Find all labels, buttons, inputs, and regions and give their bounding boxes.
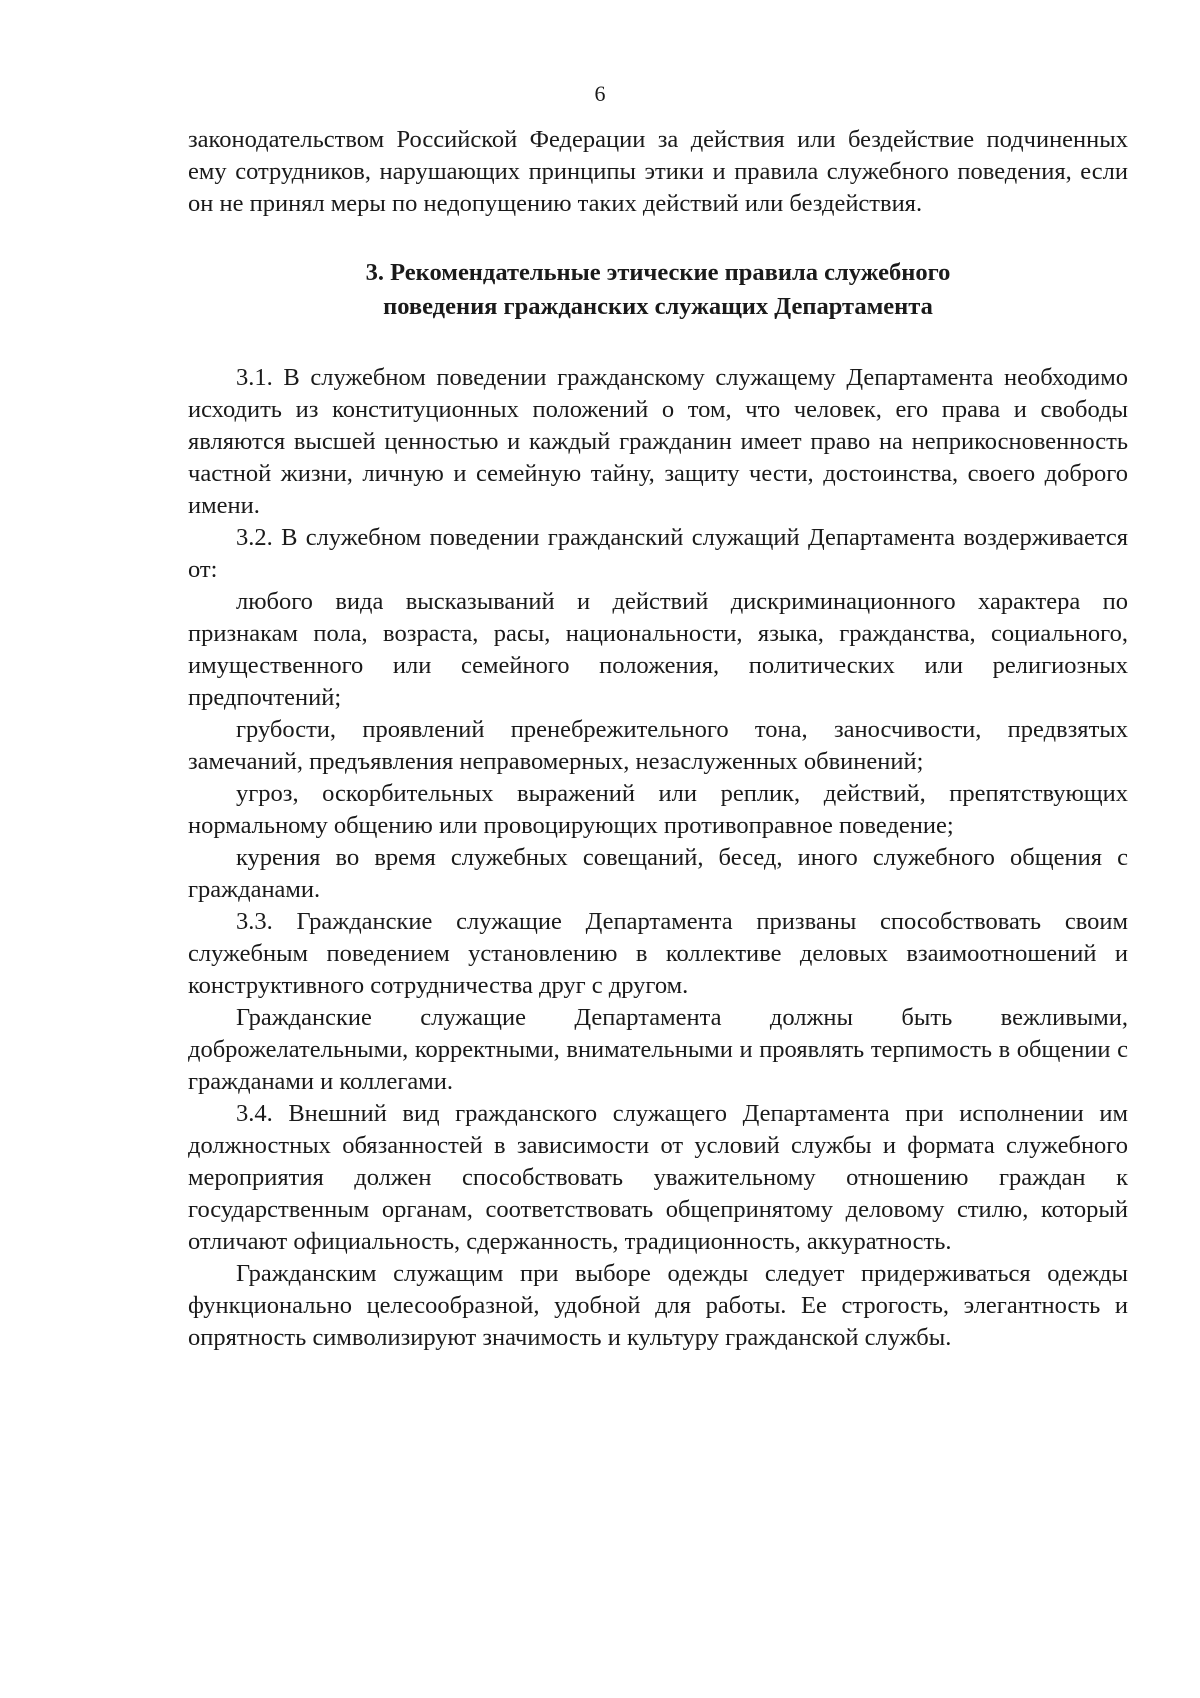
paragraph-3-2: 3.2. В служебном поведении гражданский служащий Департамента воздерживается от: [188, 524, 1128, 583]
document-body [188, 124, 1128, 1354]
paragraph-3-4: 3.4. Внешний вид гражданского служащего Департамента при исполнении им должностных обязанностей в зависимости от условий службы и формата служебного мероприятия должен способствовать уважительному отношению граждан к государственным органам, соответствовать общепринятому деловому стилю, который отличают официальность, сдержанность, традиционность, аккуратность. [188, 1100, 1128, 1255]
paragraph-politeness: Гражданские служащие Департамента должны быть вежливыми, доброжелательными, корректными, внимательными и проявлять терпимость в общении с гражданами и коллегами. [188, 1004, 1128, 1095]
paragraph-3-3: 3.3. Гражданские служащие Департамента призваны способствовать своим служебным поведением установлению в коллективе деловых взаимоотношений и конструктивного сотрудничества друг с другом. [188, 908, 1128, 999]
section-title-line-2: поведения гражданских служащих Департамента [383, 293, 933, 320]
paragraph-3-1: 3.1. В служебном поведении гражданскому служащему Департамента необходимо исходить из конституционных положений о том, что человек, его права и свободы являются высшей ценностью и каждый гражданин имеет право на неприкосновенность частной жизни, личную и семейную тайну, защиту чести, достоинства, своего доброго имени. [188, 364, 1128, 519]
section-title [188, 256, 1128, 324]
paragraph-clothing: Гражданским служащим при выборе одежды следует придерживаться одежды функционально целесообразной, удобной для работы. Ее строгость, элегантность и опрятность символизируют значимость и культуру гражданской службы. [188, 1260, 1128, 1351]
intro-paragraph: законодательством Российской Федерации за действия или бездействие подчиненных ему сотрудников, нарушающих принципы этики и правила служебного поведения, если он не принял меры по недопущению таких действий или бездействия. [188, 126, 1128, 217]
list-item-discrimination: любого вида высказываний и действий дискриминационного характера по признакам пола, возраста, расы, национальности, языка, гражданства, социального, имущественного или семейного положения, политических или религиозных предпочтений; [188, 588, 1128, 711]
list-item-smoking: курения во время служебных совещаний, бесед, иного служебного общения с гражданами. [188, 844, 1128, 903]
list-item-rudeness: грубости, проявлений пренебрежительного тона, заносчивости, предвзятых замечаний, предъявления неправомерных, незаслуженных обвинений; [188, 716, 1128, 775]
section-title-line-1: 3. Рекомендательные этические правила служебного [365, 259, 951, 286]
list-item-threats: угроз, оскорбительных выражений или реплик, действий, препятствующих нормальному общению или провоцирующих противоправное поведение; [188, 780, 1128, 839]
page-number: 6 [594, 81, 606, 106]
